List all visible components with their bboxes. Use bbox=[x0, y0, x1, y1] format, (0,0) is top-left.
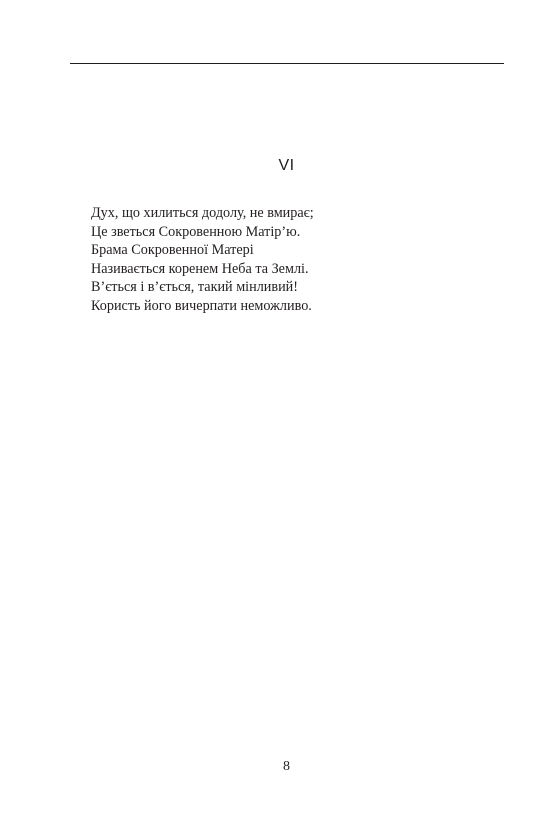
poem-text bbox=[91, 204, 314, 316]
poem-line: Називається коренем Неба та Землі. bbox=[91, 260, 309, 277]
poem-line: Брама Сокровенної Матері bbox=[91, 242, 254, 259]
poem-line: Це зветься Сокровенною Матір’ю. bbox=[91, 223, 301, 240]
header-rule bbox=[70, 63, 504, 64]
poem-line: Дух, що хилиться додолу, не вмирає; bbox=[91, 205, 314, 221]
page-number: 8 bbox=[283, 759, 290, 774]
poem-line: Користь його вичерпати неможливо. bbox=[91, 297, 312, 314]
chapter-title: VI bbox=[278, 157, 295, 174]
poem-line: В’ється і в’ється, такий мінливий! bbox=[91, 279, 298, 296]
